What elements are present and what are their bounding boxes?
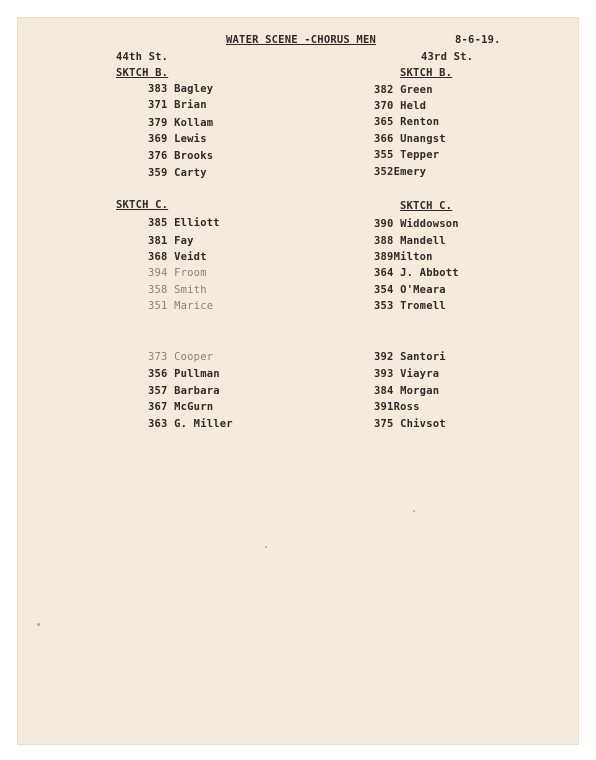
paper-speck bbox=[265, 546, 267, 548]
list-item: 367 McGurn bbox=[148, 401, 214, 413]
list-item: 354 O'Meara bbox=[374, 284, 446, 296]
list-item: 390 Widdowson bbox=[374, 218, 459, 230]
list-item: 352Emery bbox=[374, 166, 427, 178]
list-item: 357 Barbara bbox=[148, 385, 220, 397]
section-header-sktch-c-left: SKTCH C. bbox=[116, 199, 169, 211]
date: 8-6-19. bbox=[455, 34, 501, 46]
list-item: 385 Elliott bbox=[148, 217, 220, 229]
list-item: 391Ross bbox=[374, 401, 420, 413]
list-item: 388 Mandell bbox=[374, 235, 446, 247]
page-title: WATER SCENE -CHORUS MEN bbox=[226, 34, 376, 46]
list-item: 364 J. Abbott bbox=[374, 267, 459, 279]
right-street: 43rd St. bbox=[421, 51, 474, 63]
list-item: 366 Unangst bbox=[374, 133, 446, 145]
list-item: 382 Green bbox=[374, 84, 433, 96]
list-item: 359 Carty bbox=[148, 167, 207, 179]
section-header-sktch-b-left: SKTCH B. bbox=[116, 67, 169, 79]
list-item: 353 Tromell bbox=[374, 300, 446, 312]
left-street: 44th St. bbox=[116, 51, 169, 63]
list-item: 373 Cooper bbox=[148, 351, 214, 363]
list-item: 356 Pullman bbox=[148, 368, 220, 380]
list-item: 381 Fay bbox=[148, 235, 194, 247]
list-item: 369 Lewis bbox=[148, 133, 207, 145]
list-item: 383 Bagley bbox=[148, 83, 214, 95]
section-header-sktch-b-right: SKTCH B. bbox=[400, 67, 453, 79]
list-item: 371 Brian bbox=[148, 99, 207, 111]
list-item: 368 Veidt bbox=[148, 251, 207, 263]
list-item: 394 Froom bbox=[148, 267, 207, 279]
list-item: 384 Morgan bbox=[374, 385, 440, 397]
list-item: 379 Kollam bbox=[148, 117, 214, 129]
list-item: 376 Brooks bbox=[148, 150, 214, 162]
list-item: 355 Tepper bbox=[374, 149, 440, 161]
paper-speck bbox=[413, 510, 415, 512]
list-item: 375 Chivsot bbox=[374, 418, 446, 430]
list-item: 392 Santori bbox=[374, 351, 446, 363]
list-item: 363 G. Miller bbox=[148, 418, 233, 430]
list-item: 393 Viayra bbox=[374, 368, 440, 380]
list-item: 370 Held bbox=[374, 100, 427, 112]
list-item: 365 Renton bbox=[374, 116, 440, 128]
list-item: 358 Smith bbox=[148, 284, 207, 296]
list-item: 389Milton bbox=[374, 251, 433, 263]
section-header-sktch-c-right: SKTCH C. bbox=[400, 200, 453, 212]
paper-speck bbox=[37, 623, 40, 626]
typed-sheet bbox=[18, 18, 578, 744]
list-item: 351 Marice bbox=[148, 300, 214, 312]
